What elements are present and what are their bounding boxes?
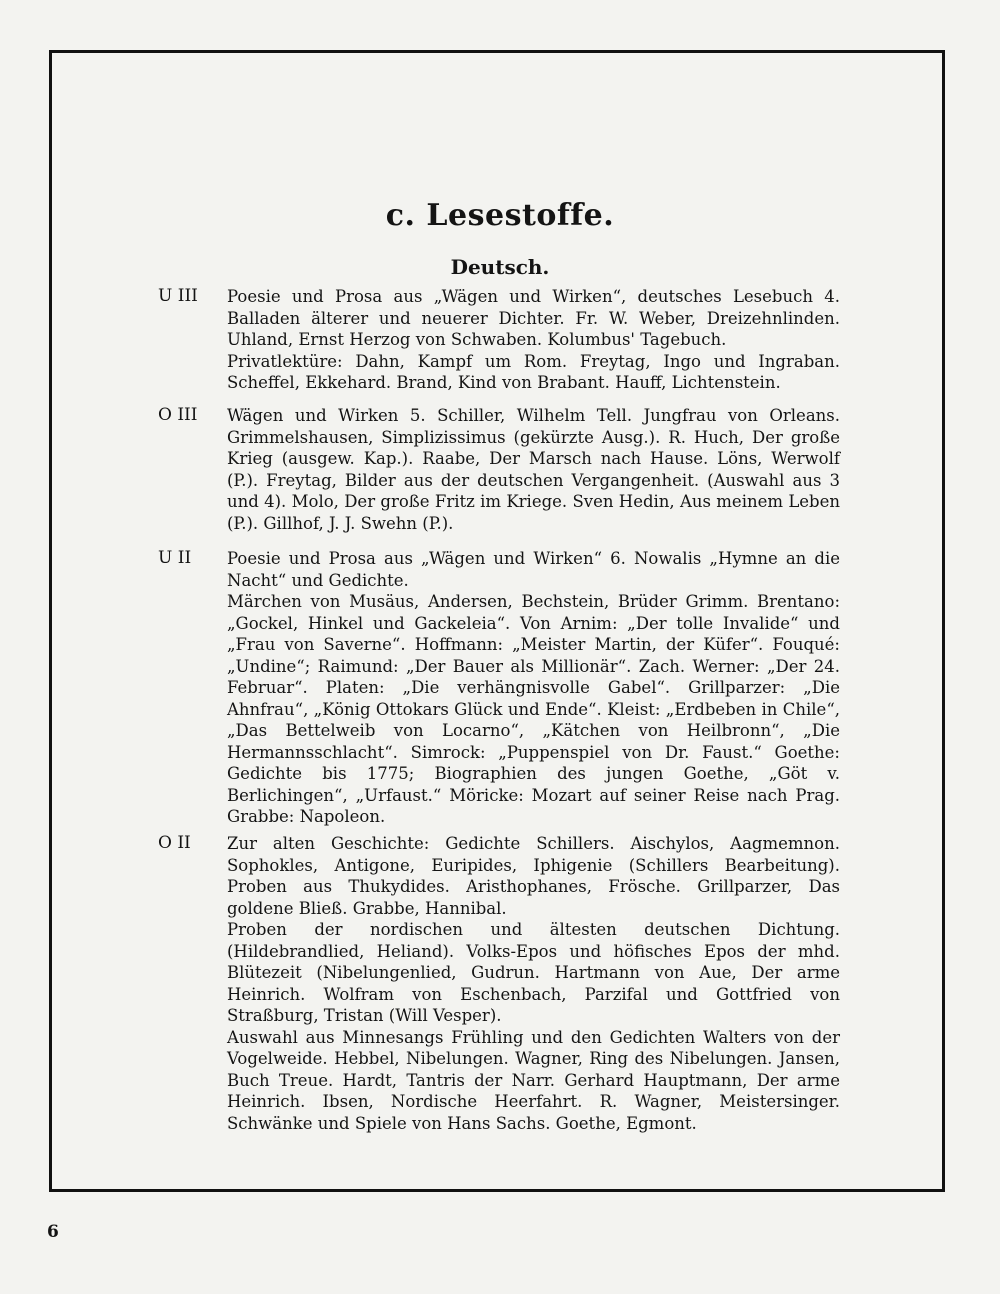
paragraph: Proben der nordischen und ältesten deutschen Dichtung. (Hildebrandlied, Heliand). Volks-Epos und höfisches Epos der mhd. Blütezeit (Nibelungenlied, Gudrun. Hartmann von Aue, Der arme Heinrich. Wolfram von Eschenbach, Parzifal und Gottfried von Straßburg, Tristan (Will Vesper). xyxy=(227,920,840,1025)
paragraph: Poesie und Prosa aus „Wägen und Wirken“, deutsches Lesebuch 4. Balladen älterer und neuerer Dichter. Fr. W. Weber, Dreizehnlinden. Uhland, Ernst Herzog von Schwaben. Kolumbus' Tagebuch. xyxy=(227,287,840,349)
paragraph: Privatlektüre: Dahn, Kampf um Rom. Freytag, Ingo und Ingraban. Scheffel, Ekkehard. Brand, Kind von Brabant. Hauff, Lichtenstein. xyxy=(227,351,840,392)
class-label: U II xyxy=(158,548,192,568)
class-label: O III xyxy=(158,405,198,425)
page-number: 6 xyxy=(47,1222,59,1242)
section-title: c. Lesestoffe. xyxy=(385,198,615,233)
reading-list-text xyxy=(227,286,840,394)
paragraph: Auswahl aus Minnesangs Frühling und den Gedichten Walters von der Vogelweide. Hebbel, Nibelungen. Wagner, Ring des Nibelungen. Jansen, Buch Treue. Hardt, Tantris der Narr. Gerhard Hauptmann, Der arme Heinrich. Ibsen, Nordische Heerfahrt. R. Wagner, Meistersinger. Schwänke und Spiele von Hans Sachs. Goethe, Egmont. xyxy=(227,1027,840,1133)
reading-list-o3 xyxy=(150,405,840,534)
class-label: O II xyxy=(158,833,191,853)
paragraph: Zur alten Geschichte: Gedichte Schillers. Aischylos, Aagmemnon. Sophokles, Antigone, Euripides, Iphigenie (Schillers Bearbeitung). Proben aus Thukydides. Aristhophanes, Frösche. Grillparzer, Das goldene Bließ. Grabbe, Hannibal. xyxy=(227,834,840,918)
subject-heading: Deutsch. xyxy=(450,255,550,279)
reading-list-text xyxy=(227,405,840,534)
class-label: U III xyxy=(158,286,198,306)
reading-list-u3 xyxy=(150,286,840,394)
reading-list-text xyxy=(227,833,840,1134)
reading-list-u2 xyxy=(150,548,840,828)
paragraph: Märchen von Musäus, Andersen, Bechstein, Brüder Grimm. Brentano: „Gockel, Hinkel und Gackeleia“. Von Arnim: „Der tolle Invalide“ und „Frau von Saverne“. Hoffmann: „Meister Martin, der Küfer“. Fouqué: „Undine“; Raimund: „Der Bauer als Millionär“. Zach. Werner: „Der 24. Februar“. Platen: „Die verhängnisvolle Gabel“. Grillparzer: „Die Ahnfrau“, „König Ottokars Glück und Ende“. Kleist: „Erdbeben in Chile“, „Das Bettelweib von Locarno“, „Kätchen von Heilbronn“, „Die Hermannsschlacht“. Simrock: „Puppenspiel von Dr. Faust.“ Goethe: Gedichte bis 1775; Biographien des jungen Goethe, „Göt v. Berlichingen“, „Urfaust.“ Möricke: Mozart auf seiner Reise nach Prag. Grabbe: Napoleon. xyxy=(227,592,840,826)
reading-list-o2 xyxy=(150,833,840,1134)
reading-list-text xyxy=(227,548,840,828)
paragraph: Wägen und Wirken 5. Schiller, Wilhelm Tell. Jungfrau von Orleans. Grimmelshausen, Simplizissimus (gekürzte Ausg.). R. Huch, Der große Krieg (ausgew. Kap.). Raabe, Der Marsch nach Hause. Löns, Werwolf (P.). Freytag, Bilder aus der deutschen Vergangenheit. (Auswahl aus 3 und 4). Molo, Der große Fritz im Kriege. Sven Hedin, Aus meinem Leben (P.). Gillhof, J. J. Swehn (P.). xyxy=(227,406,840,533)
paragraph: Poesie und Prosa aus „Wägen und Wirken“ 6. Nowalis „Hymne an die Nacht“ und Gedichte. xyxy=(227,549,840,590)
